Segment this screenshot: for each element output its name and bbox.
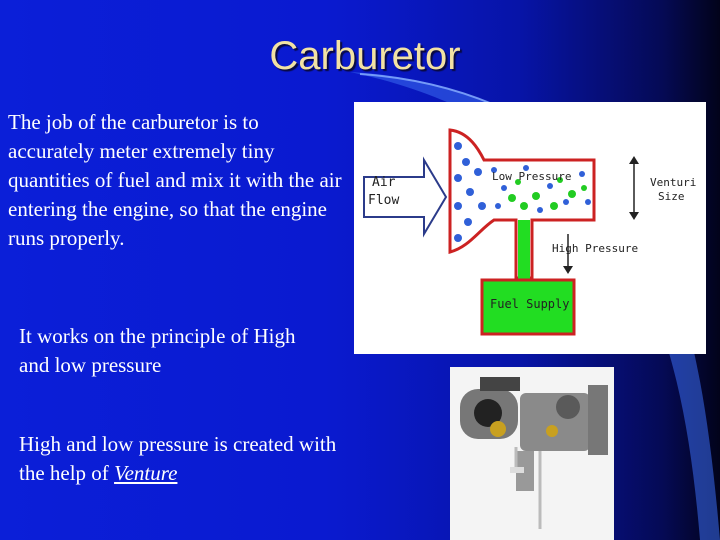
high-pressure-label: High Pressure <box>552 242 639 255</box>
fuel-tube <box>518 220 530 280</box>
air-flow-label: Air <box>372 175 396 190</box>
low-pressure-label: Low Pressure <box>492 170 572 183</box>
venturi-size-label-2: Size <box>658 190 685 203</box>
venture-paragraph <box>19 430 349 488</box>
venturi-size-label: Venturi <box>650 176 697 189</box>
principle-paragraph: It works on the principle of High and low pressure <box>19 324 296 377</box>
carburetor-photo <box>450 367 614 540</box>
slide-title: Carburetor <box>269 34 461 78</box>
air-flow-label-2: Flow <box>368 193 400 208</box>
carburetor-diagram <box>354 102 706 354</box>
fuel-supply-label: Fuel Supply <box>490 297 570 311</box>
venture-text: High and low pressure is created with the help of <box>19 432 337 485</box>
description-paragraph: The job of the carburetor is to accurately meter extremely tiny quantities of fuel and mix it with the air entering the engine, so that the engine runs properly. <box>8 110 342 250</box>
venture-link[interactable]: Venture <box>114 461 178 485</box>
